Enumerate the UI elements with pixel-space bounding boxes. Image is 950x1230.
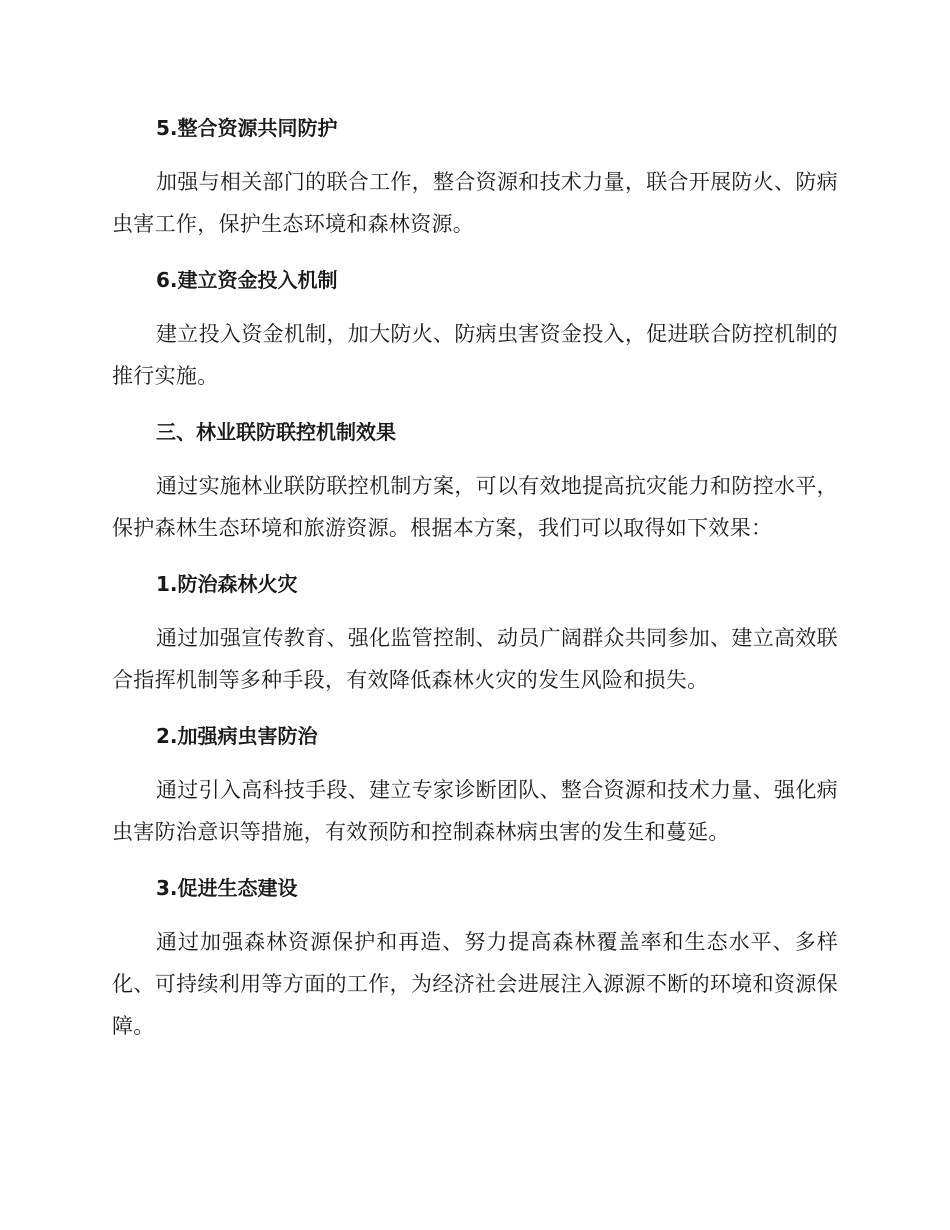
effect-heading-2: 2.加强病虫害防治 (156, 724, 318, 748)
effect-paragraph-2: 通过引入高科技手段、建立专家诊断团队、整合资源和技术力量、强化病虫害防治意识等措施，有效预防和控制森林病虫害的发生和蔓延。 (112, 778, 838, 844)
section-paragraph-5: 加强与相关部门的联合工作，整合资源和技术力量，联合开展防火、防病虫害工作，保护生态环境和森林资源。 (112, 170, 838, 236)
chapter-heading-3: 三、林业联防联控机制效果 (156, 420, 396, 444)
effect-paragraph-1: 通过加强宣传教育、强化监管控制、动员广阔群众共同参加、建立高效联合指挥机制等多种手段，有效降低森林火灾的发生风险和损失。 (112, 626, 838, 692)
chapter-paragraph-3: 通过实施林业联防联控机制方案，可以有效地提高抗灾能力和防控水平，保护森林生态环境和旅游资源。根据本方案，我们可以取得如下效果： (112, 474, 838, 540)
effect-paragraph-3: 通过加强森林资源保护和再造、努力提高森林覆盖率和生态水平、多样化、可持续利用等方面的工作，为经济社会进展注入源源不断的环境和资源保障。 (112, 930, 838, 1038)
section-paragraph-6: 建立投入资金机制，加大防火、防病虫害资金投入，促进联合防控机制的推行实施。 (112, 322, 838, 388)
section-heading-6: 6.建立资金投入机制 (156, 268, 338, 292)
effect-heading-1: 1.防治森林火灾 (156, 572, 298, 596)
section-heading-5: 5.整合资源共同防护 (156, 116, 338, 140)
effect-heading-3: 3.促进生态建设 (156, 876, 298, 900)
